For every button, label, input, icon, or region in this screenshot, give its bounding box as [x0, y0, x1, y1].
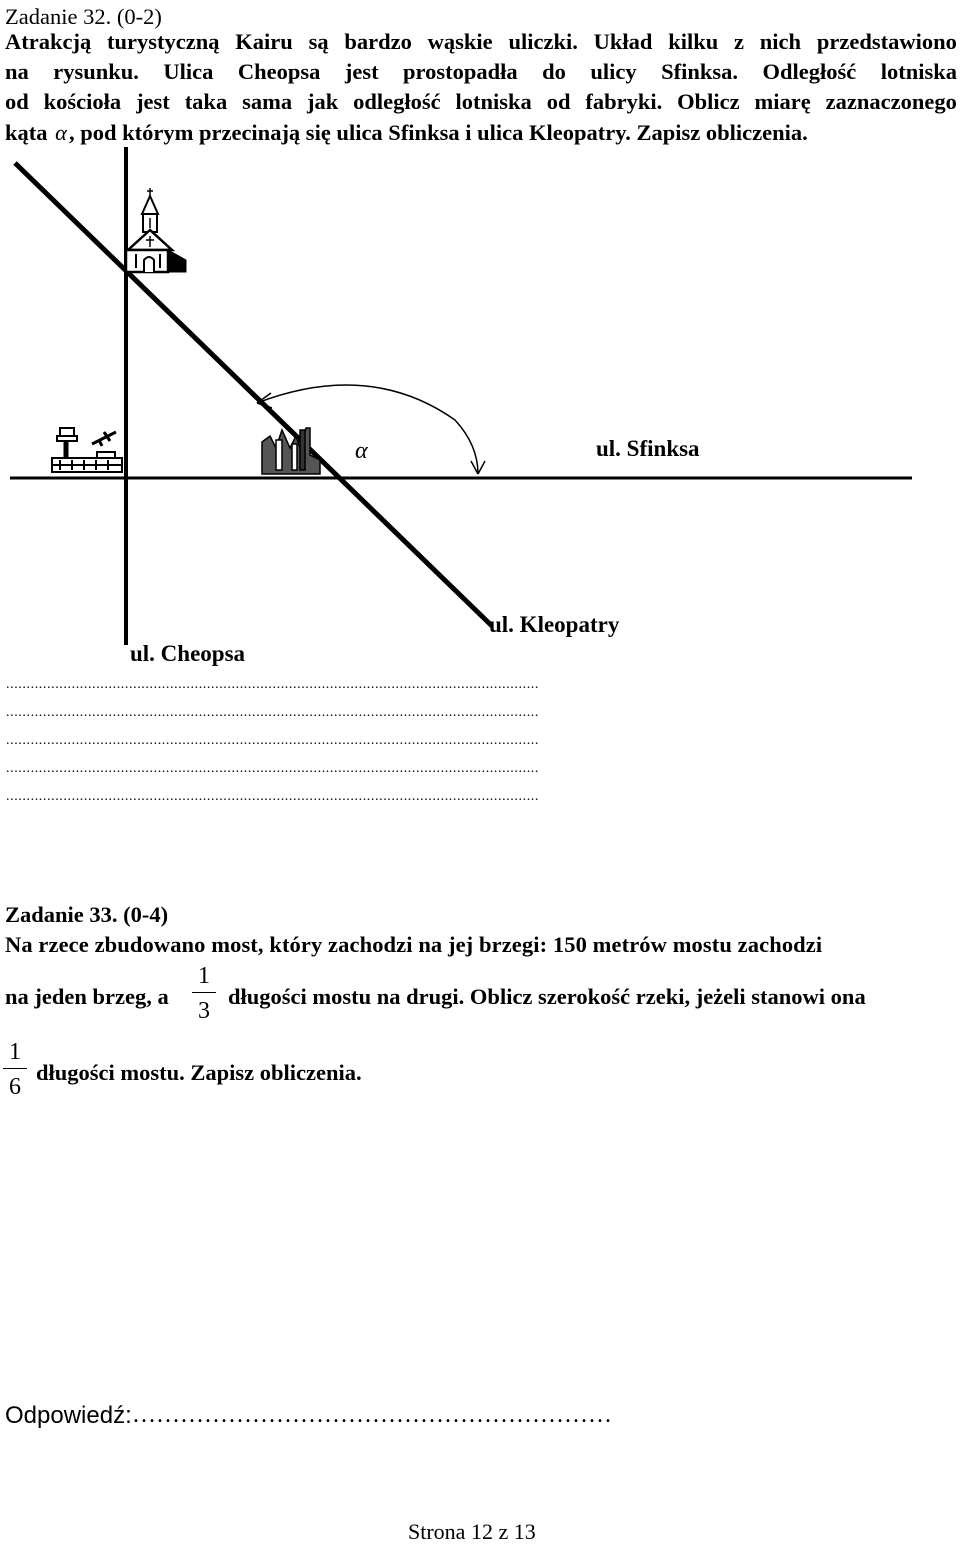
fraction-one-third — [192, 964, 216, 1023]
word: bardzo — [344, 29, 412, 54]
word: Ulica — [163, 59, 214, 84]
word: Kairu — [235, 29, 293, 54]
word: rysunku. — [53, 59, 139, 84]
task32-line4-before: kąta — [5, 120, 48, 145]
street-map-figure — [0, 0, 960, 700]
task33-line1: Na rzece zbudowano most, który zachodzi na jej brzegi: 150 metrów mostu zachodzi — [5, 932, 823, 957]
alpha-symbol: α — [55, 120, 67, 145]
word: jest — [136, 89, 170, 114]
street-label-cheopsa: ul. Cheopsa — [130, 641, 246, 666]
word: kilku — [668, 29, 719, 54]
answer-dotted-line[interactable]: .................................................................................................................................. — [6, 789, 539, 804]
word: z — [734, 29, 745, 54]
word: odległość — [353, 89, 441, 114]
word: lotniska — [880, 59, 957, 84]
task33-line3-after: długości mostu. Zapisz obliczenia. — [36, 1060, 362, 1085]
answer-dotted-line[interactable]: .................................................................................................................................. — [6, 677, 539, 692]
word: Odległość — [762, 59, 857, 84]
task32-header: Zadanie 32. (0-2) — [5, 4, 162, 29]
word: uliczki. — [508, 29, 578, 54]
word: turystyczną — [107, 29, 220, 54]
word: Układ — [593, 29, 653, 54]
word: wąskie — [427, 29, 493, 54]
word: zaznaczonego — [825, 89, 957, 114]
word: lotniska — [455, 89, 532, 114]
church-icon — [126, 188, 186, 272]
word: do — [542, 59, 566, 84]
alpha-label: α — [355, 438, 368, 464]
answer-row — [5, 1402, 132, 1430]
answer-dots-field[interactable]: …………………………………………………… — [132, 1402, 612, 1428]
fraction-numerator: 1 — [9, 1039, 21, 1065]
word: Oblicz — [677, 89, 740, 114]
word: są — [308, 29, 329, 54]
word: taka — [184, 89, 228, 114]
word: Cheopsa — [237, 59, 321, 84]
street-label-sfinksa: ul. Sfinksa — [596, 436, 700, 461]
task33-header: Zadanie 33. (0-4) — [5, 902, 169, 927]
word: Atrakcją — [5, 29, 92, 54]
word: nich — [759, 29, 802, 54]
task32-line4-after: , pod którym przecinają się ulica Sfinksa i ulica Kleopatry. Zapisz obliczenia. — [68, 120, 808, 145]
word: fabryki. — [585, 89, 663, 114]
kleopatry-street-line — [15, 163, 492, 626]
word: miarę — [754, 89, 811, 114]
task33-line2-after: długości mostu na drugi. Oblicz szerokość rzeki, jeżeli stanowi ona — [228, 984, 866, 1009]
word: sama — [242, 89, 293, 114]
word: na — [5, 59, 29, 84]
word: przedstawiono — [816, 29, 957, 54]
fraction-numerator: 1 — [198, 963, 210, 989]
word: prostopadła — [403, 59, 518, 84]
fraction-denominator: 6 — [9, 1074, 21, 1100]
airport-icon — [52, 428, 122, 472]
answer-dotted-line[interactable]: .................................................................................................................................. — [6, 733, 539, 748]
word: ulicy — [590, 59, 637, 84]
word: kościoła — [43, 89, 122, 114]
street-label-kleopatry: ul. Kleopatry — [489, 612, 620, 637]
task33-line2-before: na jeden brzeg, a — [5, 984, 169, 1009]
word: Sfinksa. — [661, 59, 739, 84]
fraction-one-sixth — [3, 1040, 27, 1099]
word: od — [546, 89, 571, 114]
answer-dotted-line[interactable]: .................................................................................................................................. — [6, 705, 539, 720]
answer-dotted-line[interactable]: .................................................................................................................................. — [6, 761, 539, 776]
page-number: Strona 12 z 13 — [408, 1519, 536, 1544]
answer-label: Odpowiedź: — [5, 1402, 132, 1429]
word: jest — [344, 59, 379, 84]
word: jak — [306, 89, 339, 114]
word: od — [5, 89, 29, 114]
fraction-denominator: 3 — [198, 998, 210, 1024]
